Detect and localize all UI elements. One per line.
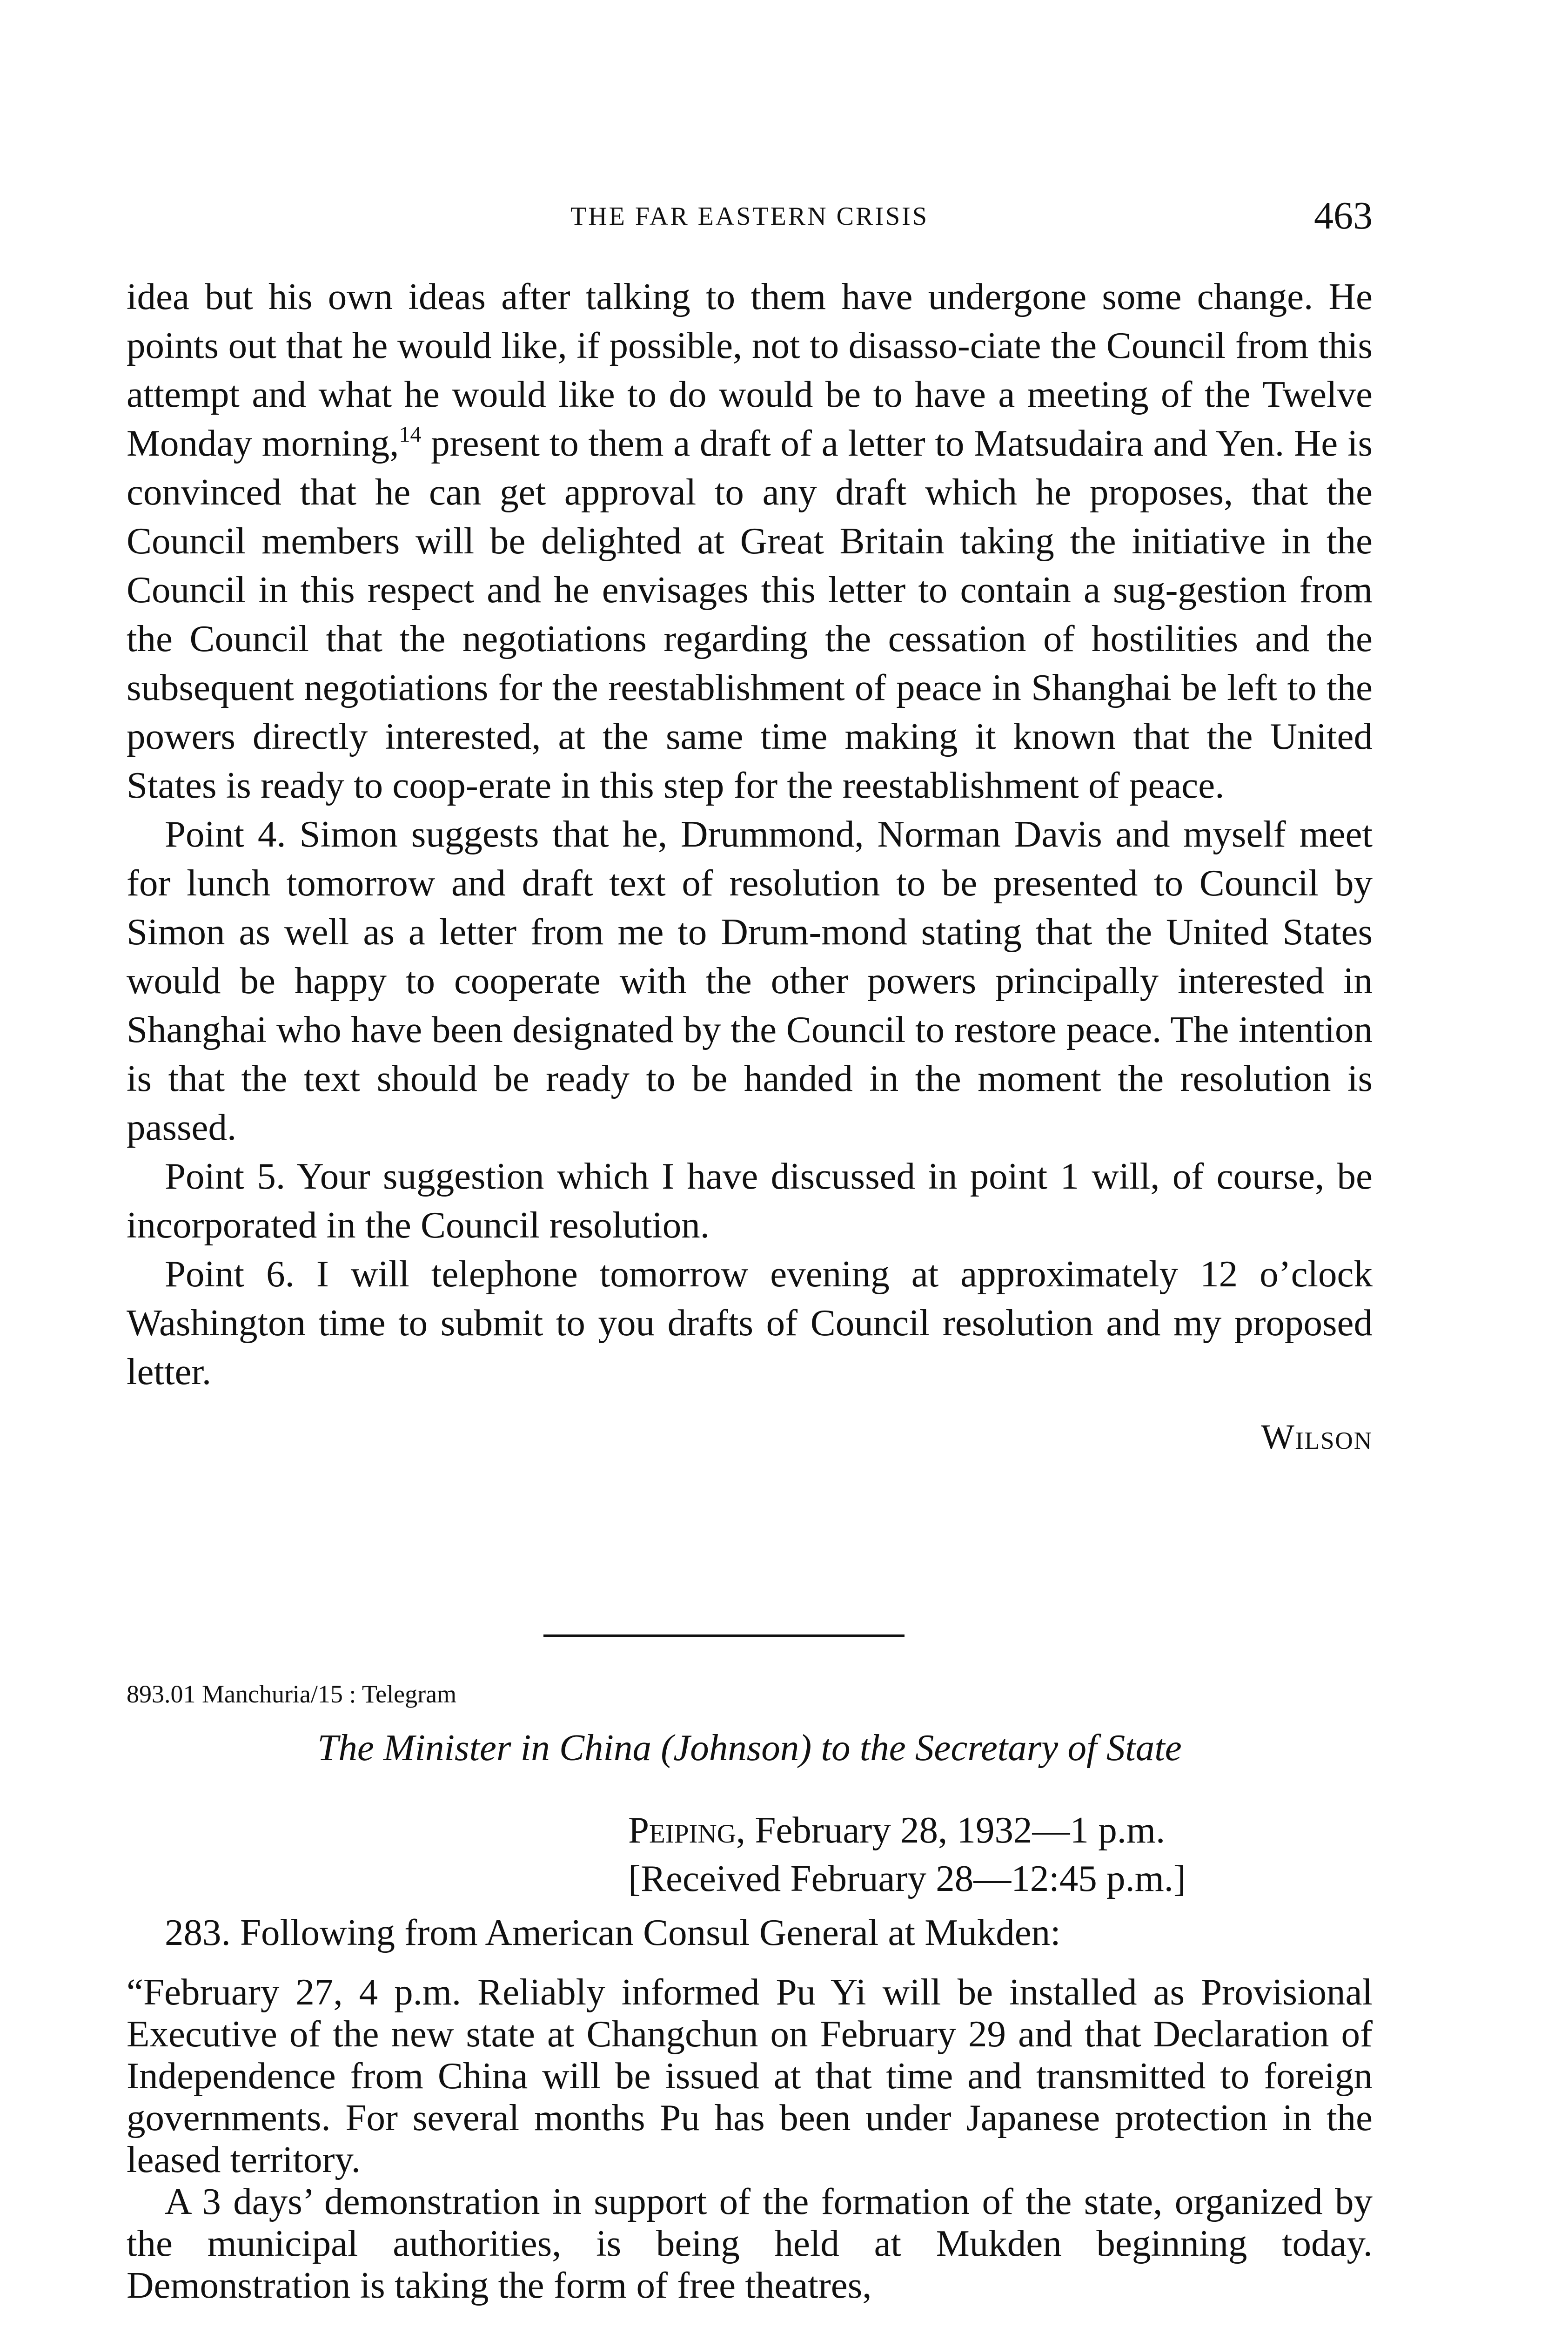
dateline-place: Peiping — [628, 1809, 736, 1851]
document-title: The Minister in China (Johnson) to the Secretary of State — [317, 1727, 1182, 1769]
telegram-opening: 283. Following from American Consul General at Mukden: — [165, 1911, 1061, 1953]
continued-paragraph — [127, 272, 1373, 810]
quoted-telegram — [127, 1971, 1373, 2306]
dateline-received: [Received February 28—12:45 p.m.] — [628, 1857, 1186, 1899]
telegram-body — [127, 1908, 1373, 2306]
running-title: THE FAR EASTERN CRISIS — [570, 202, 929, 231]
file-reference: 893.01 Manchuria/15 : Telegram — [127, 1680, 457, 1708]
dateline-date: , February 28, 1932—1 p.m. — [736, 1809, 1166, 1851]
point-5-paragraph: Point 5. Your suggestion which I have discussed in point 1 will, of course, be incorporated in the Council resolution. — [127, 1155, 1373, 1246]
section-divider — [543, 1634, 905, 1637]
page-number: 463 — [1314, 194, 1373, 237]
point-4-paragraph: Point 4. Simon suggests that he, Drummond, Norman Davis and myself meet for lunch tomorrow and draft text of resolution to be presented to Council by Simon as well as a letter from me to Drum-mond stating that the United States would be happy to cooperate with the other powers principally interested in Shanghai who have been designated by the Council to restore peace. The intention is that the text should be ready to be handed in the moment the resolution is passed. — [127, 813, 1373, 1148]
dateline-sent — [628, 1806, 1373, 1854]
paragraph-text-part-1: idea but his own ideas after talking to them have undergone some change. He points out that he would like, if possible, not to disasso-ciate the Council from this attempt and what he would like to do would be to have a meeting of the Twelve Monday morning, — [127, 276, 1373, 464]
signature: Wilson — [1261, 1418, 1373, 1457]
dateline — [628, 1806, 1373, 1903]
quoted-paragraph: “February 27, 4 p.m. Reliably informed Pu Yi will be installed as Provisional Executive of the new state at Changchun on February 29 and that Declaration of Independence from China will be issued at that time and transmitted to foreign governments. For several months Pu has been under Japanese protection in the leased territory. — [127, 1971, 1373, 2180]
paragraph-text-part-2: present to them a draft of a letter to Matsudaira and Yen. He is convinced that he can get approval to any draft which he proposes, that the Council members will be delighted at Great Britain taking the initiative in the Council in this respect and he envisages this letter to contain a sug-gestion from the Council that the negotiations regarding the cessation of hostilities and the subsequent negotiations for the reestablishment of peace in Shanghai be left to the powers directly interested, at the same time making it known that the United States is ready to coop-erate in this step for the reestablishment of peace. — [127, 422, 1373, 806]
footnote-reference: 14 — [399, 422, 422, 447]
continued-telegram-text — [127, 272, 1373, 1462]
page-header — [127, 195, 1373, 247]
quoted-paragraph: A 3 days’ demonstration in support of the formation of the state, organized by the municipal authorities, is being held at Mukden beginning today. Demonstration is taking the form of free theatres, — [127, 2180, 1373, 2306]
point-6-paragraph: Point 6. I will telephone tomorrow evening at approximately 12 o’clock Washington time to submit to you drafts of Council resolution and my proposed letter. — [127, 1253, 1373, 1392]
